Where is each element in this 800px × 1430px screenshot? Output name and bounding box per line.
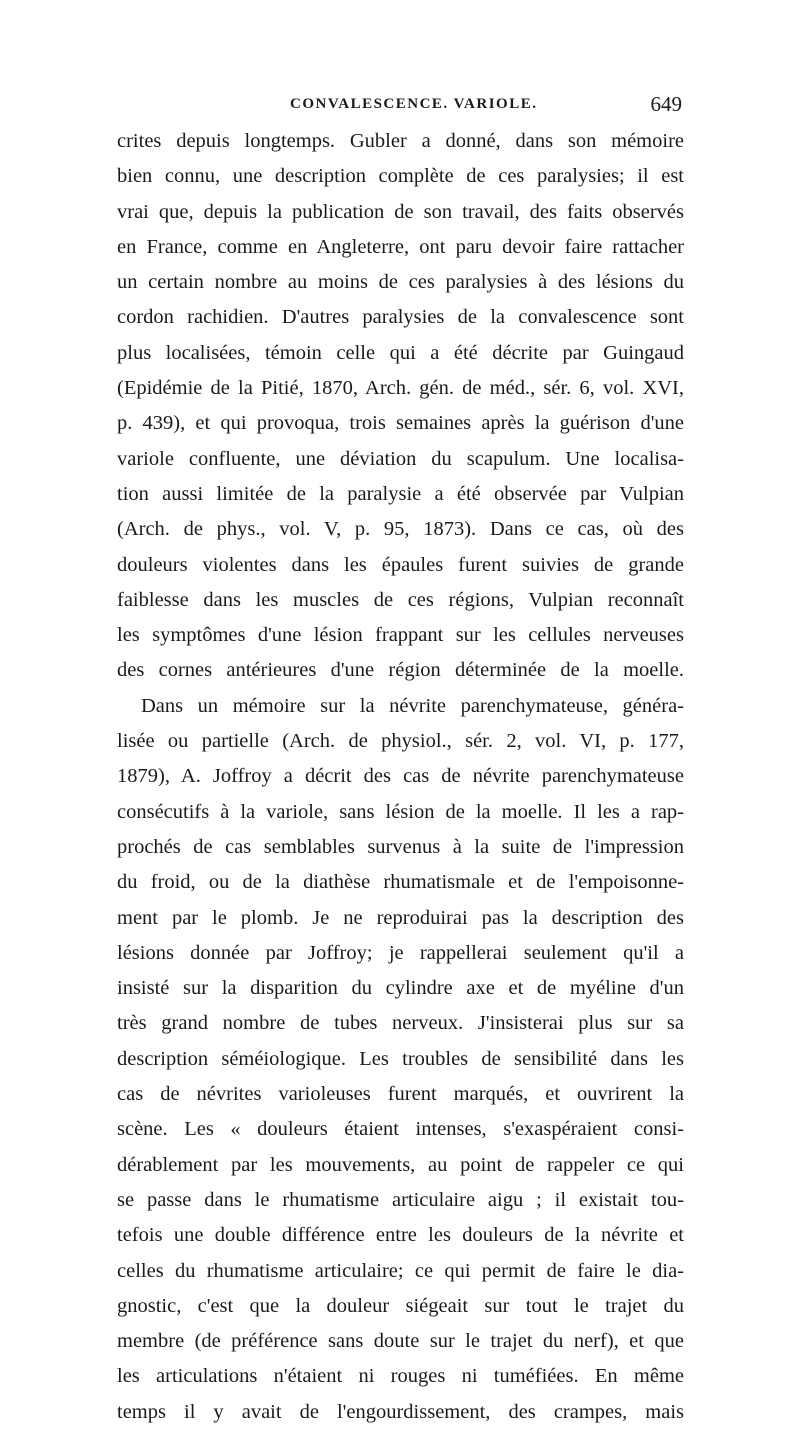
text-line: insisté sur la disparition du cylindre axe et de myéline d'un [117,977,684,1000]
text-line: se passe dans le rhumatisme articulaire aigu ; il existait tou- [117,1188,684,1211]
text-line: 1879), A. Joffroy a décrit des cas de névrite parenchymateuse [117,765,684,788]
text-line: cas de névrites varioleuses furent marqués, et ouvrirent la [117,1083,684,1106]
text-line: ment par le plomb. Je ne reproduirai pas la description des [117,906,684,929]
text-line: vrai que, depuis la publication de son travail, des faits observés [117,200,684,223]
text-line: du froid, ou de la diathèse rhumatismale et de l'empoisonne- [117,871,684,894]
text-line: plus localisées, témoin celle qui a été décrite par Guingaud [117,341,684,364]
text-line: (Arch. de phys., vol. V, p. 95, 1873). Dans ce cas, où des [117,518,684,541]
text-line: lésions donnée par Joffroy; je rappellerai seulement qu'il a [117,941,684,964]
text-line: description séméiologique. Les troubles de sensibilité dans les [117,1047,684,1070]
running-title: CONVALESCENCE. VARIOLE. [290,96,538,112]
text-line: (Epidémie de la Pitié, 1870, Arch. gén. de méd., sér. 6, vol. XVI, [117,377,684,400]
text-line: p. 439), et qui provoqua, trois semaines après la guérison d'une [117,412,684,435]
text-line: bien connu, une description complète de ces paralysies; il est [117,165,684,188]
body-text [117,124,684,1430]
running-head [118,94,684,122]
text-line: variole confluente, une déviation du scapulum. Une localisa- [117,447,684,470]
text-line: prochés de cas semblables survenus à la suite de l'impression [117,835,684,858]
text-line: un certain nombre au moins de ces paralysies à des lésions du [117,271,684,294]
text-line: faiblesse dans les muscles de ces régions, Vulpian reconnaît [117,588,684,611]
text-line: celles du rhumatisme articulaire; ce qui permit de faire le dia- [117,1259,684,1282]
text-line: tion aussi limitée de la paralysie a été observée par Vulpian [117,482,684,505]
text-line: gnostic, c'est que la douleur siégeait sur tout le trajet du [117,1294,684,1317]
text-line: cordon rachidien. D'autres paralysies de la convalescence sont [117,306,684,329]
page-number: 649 [650,92,682,116]
text-line: membre (de préférence sans doute sur le trajet du nerf), et que [117,1330,684,1353]
text-line: lisée ou partielle (Arch. de physiol., sér. 2, vol. VI, p. 177, [117,730,684,753]
text-line: scène. Les « douleurs étaient intenses, s'exaspéraient consi- [117,1118,684,1141]
text-line: tefois une double différence entre les douleurs de la névrite et [117,1224,684,1247]
text-line: crites depuis longtemps. Gubler a donné, dans son mémoire [117,130,684,152]
text-line: très grand nombre de tubes nerveux. J'insisterai plus sur sa [117,1012,684,1035]
text-line: les articulations n'étaient ni rouges ni tuméfiées. En même [117,1365,684,1388]
text-line: douleurs violentes dans les épaules furent suivies de grande [117,553,684,576]
text-line: dérablement par les mouvements, au point de rappeler ce qui [117,1153,684,1176]
text-line: en France, comme en Angleterre, ont paru devoir faire rattacher [117,235,684,258]
paragraph-start-line: Dans un mémoire sur la névrite parenchymateuse, généra- [141,694,684,717]
text-line: des cornes antérieures d'une région déterminée de la moelle. [117,659,684,682]
text-line: temps il y avait de l'engourdissement, des crampes, mais [117,1400,684,1423]
text-line: les symptômes d'une lésion frappant sur les cellules nerveuses [117,624,684,647]
text-line: consécutifs à la variole, sans lésion de la moelle. Il les a rap- [117,800,684,823]
